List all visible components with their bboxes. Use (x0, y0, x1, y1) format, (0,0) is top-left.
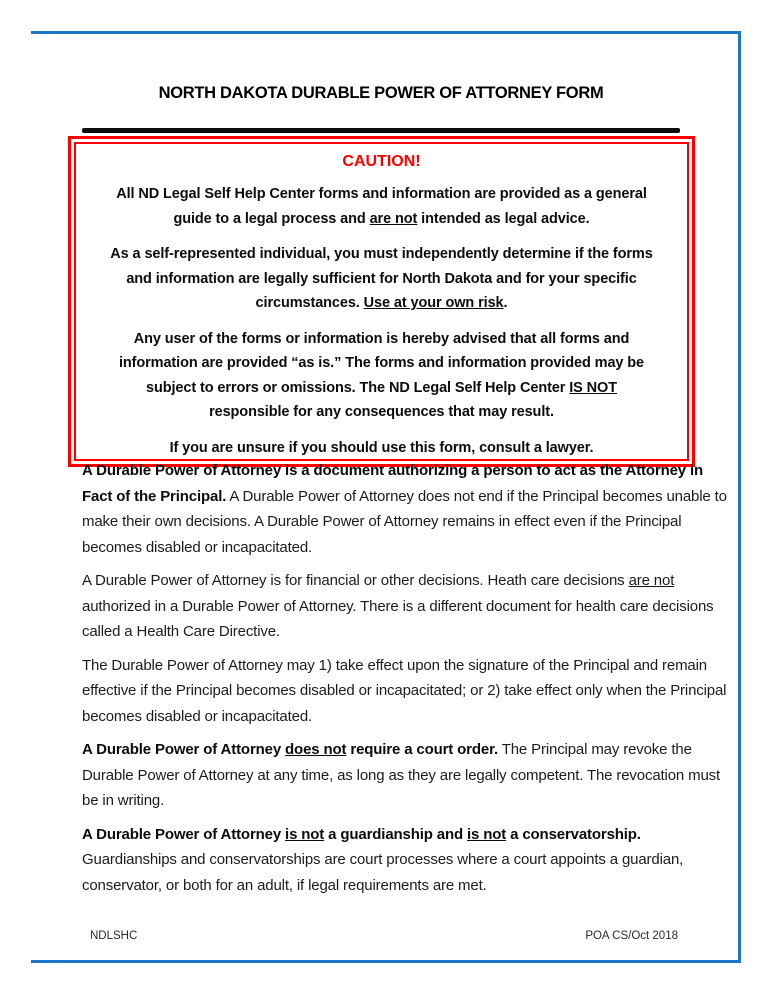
caution-heading: CAUTION! (342, 153, 421, 170)
body-paragraph-4: A Durable Power of Attorney does not require a court order. The Principal may revoke the Durable Power of Attorney at any time, as long as they are legally competent. The revocation must be in writing. (82, 741, 721, 809)
caution-paragraph-3: Any user of the forms or information is hereby advised that all forms and information are provided “as is.” The forms and information provided may be subject to errors or omissions. The ND Legal Self Help Center IS NOT responsible for any consequences that may result. (118, 330, 645, 420)
caution-paragraph-1: All ND Legal Self Help Center forms and information are provided as a general guide to a legal process and are not intended as legal advice. (116, 186, 647, 227)
caution-paragraph-4: If you are unsure if you should use this form, consult a lawyer. (169, 439, 594, 456)
caution-paragraph-2: As a self-represented individual, you must independently determine if the forms and information are legally sufficient for North Dakota and for your specific circumstances. Use at your own risk. (110, 246, 653, 311)
caution-box (68, 136, 695, 467)
caution-box-inner (74, 142, 689, 461)
body-paragraph-5: A Durable Power of Attorney is not a guardianship and is not a conservatorship. Guardianships and conservatorships are court processes where a court appoints a guardian, conservator, or both for an adult, if legal requirements are met. (82, 825, 684, 894)
page-title: NORTH DAKOTA DURABLE POWER OF ATTORNEY FORM (158, 84, 604, 102)
body-paragraph-2: A Durable Power of Attorney is for financial or other decisions. Heath care decisions are not authorized in a Durable Power of Attorney. There is a different document for health care decisions called a Health Care Directive. (82, 572, 714, 640)
footer-revision: POA CS/Oct 2018 (585, 930, 678, 942)
footer-doc-code: NDLSHC (90, 930, 138, 942)
document-body (82, 458, 732, 906)
page-footer (90, 930, 678, 942)
body-paragraph-3: The Durable Power of Attorney may 1) take effect upon the signature of the Principal and remain effective if the Principal becomes disabled or incapacitated; or 2) take effect only when the Principal becomes disabled or incapacitated. (82, 656, 727, 725)
body-paragraph-1: A Durable Power of Attorney is a document authorizing a person to act as the Attorney in Fact of the Principal. A Durable Power of Attorney does not end if the Principal becomes unable to make their own decisions. A Durable Power of Attorney remains in effect even if the Principal becomes disabled or incapacitated. (82, 462, 727, 556)
title-underline (82, 128, 680, 133)
